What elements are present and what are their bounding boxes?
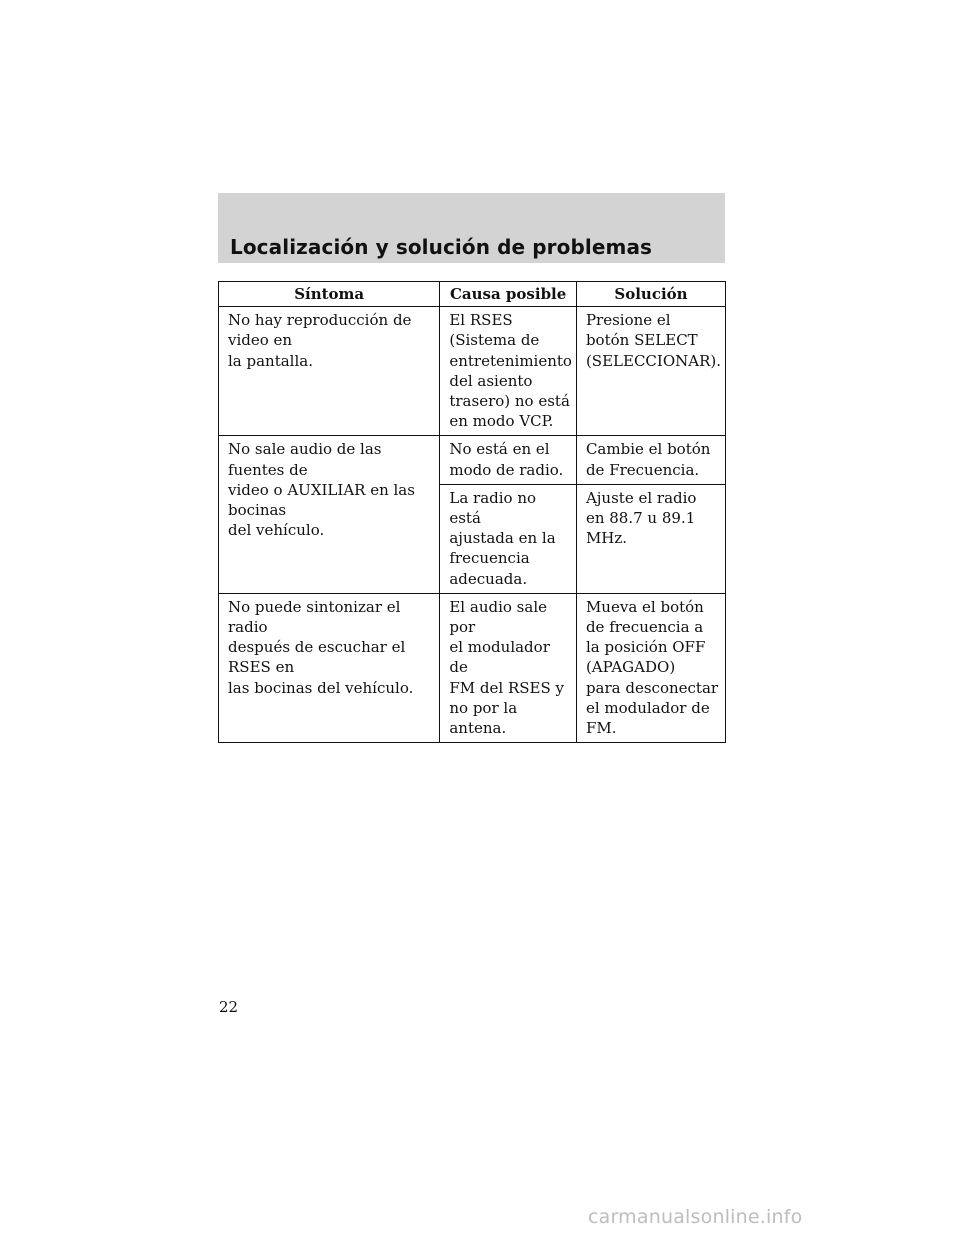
cause-cell: El RSES (Sistema de entretenimiento del asiento trasero) no está en modo VCP. bbox=[440, 307, 577, 436]
cause-cell: El audio sale por el modulador de FM del RSES y no por la antena. bbox=[440, 593, 577, 742]
solution-cell: Cambie el botón de Frecuencia. bbox=[576, 436, 725, 484]
symptom-cell: No puede sintonizar el radio después de escuchar el RSES en las bocinas del vehículo. bbox=[219, 593, 440, 742]
watermark-text: carmanualsonline.info bbox=[588, 1206, 803, 1228]
column-header-cause: Causa posible bbox=[440, 282, 577, 307]
column-header-solution: Solución bbox=[576, 282, 725, 307]
symptom-cell: No hay reproducción de video en la pantalla. bbox=[219, 307, 440, 436]
cause-cell: No está en el modo de radio. bbox=[440, 436, 577, 484]
solution-cell: Mueva el botón de frecuencia a la posición OFF (APAGADO) para desconectar el modulador de FM. bbox=[576, 593, 725, 742]
table-row bbox=[219, 307, 726, 436]
table-header-row bbox=[219, 282, 726, 307]
section-title: Localización y solución de problemas bbox=[230, 235, 653, 259]
solution-cell: Ajuste el radio en 88.7 u 89.1 MHz. bbox=[576, 484, 725, 593]
page-number: 22 bbox=[219, 998, 239, 1016]
troubleshooting-table bbox=[218, 281, 726, 743]
section-header-band bbox=[218, 193, 725, 263]
cause-cell: La radio no está ajustada en la frecuencia adecuada. bbox=[440, 484, 577, 593]
table-row bbox=[219, 593, 726, 742]
solution-cell: Presione el botón SELECT (SELECCIONAR). bbox=[576, 307, 725, 436]
column-header-symptom: Síntoma bbox=[219, 282, 440, 307]
symptom-cell: No sale audio de las fuentes de video o AUXILIAR en las bocinas del vehículo. bbox=[219, 436, 440, 593]
table-row bbox=[219, 436, 726, 484]
